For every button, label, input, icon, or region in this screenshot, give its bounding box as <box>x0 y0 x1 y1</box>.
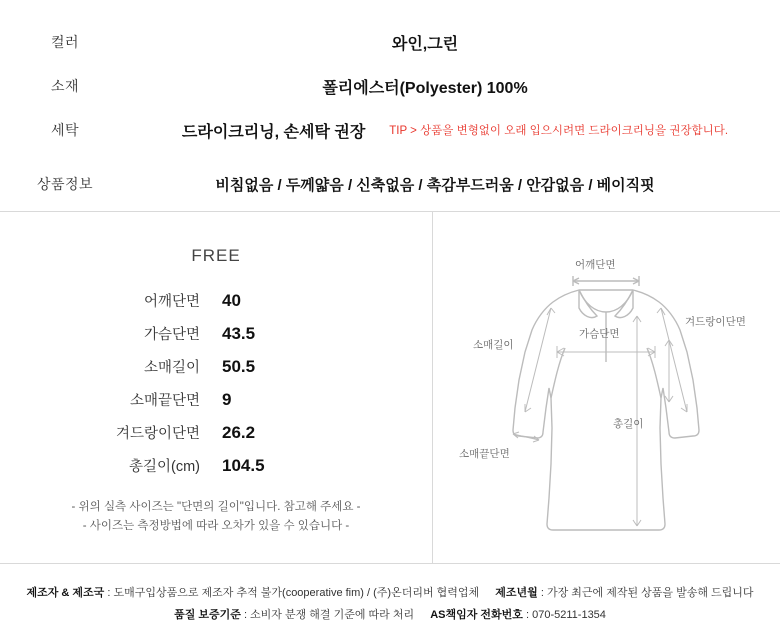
diagram-label-total-length: 총길이 <box>613 418 644 430</box>
spec-row-product-info <box>0 162 780 206</box>
size-row <box>0 416 432 449</box>
size-value: 104.5 <box>222 455 265 475</box>
spec-value-color: 와인,그린 <box>391 35 459 53</box>
size-name: 소매길이 <box>143 360 200 376</box>
diagram-label-shoulder: 어깨단면 <box>575 259 616 271</box>
size-row <box>0 317 432 350</box>
size-value: 40 <box>222 290 241 310</box>
garment-diagram <box>433 212 780 563</box>
footer <box>0 564 780 640</box>
size-note-1: - 위의 실측 사이즈는 "단면의 길이"입니다. 참고해 주세요 - <box>71 501 361 513</box>
spec-value-washing <box>130 119 780 142</box>
footer-label-quality-warranty: 품질 보증기준 <box>174 609 241 621</box>
size-row <box>0 350 432 383</box>
size-name: 겨드랑이단면 <box>115 426 200 442</box>
size-name: 가슴단면 <box>143 327 200 343</box>
size-name: 소매끝단면 <box>129 393 200 409</box>
size-notes <box>0 498 432 536</box>
size-rows <box>0 284 432 482</box>
footer-text-as-phone: : 070-5211-1354 <box>526 609 606 621</box>
size-row <box>0 284 432 317</box>
footer-line-1 <box>0 582 780 604</box>
diagram-label-sleeve-length: 소매길이 <box>473 339 514 351</box>
diagram-label-armpit: 겨드랑이단면 <box>685 316 746 328</box>
spec-label-washing: 세탁 <box>50 122 80 138</box>
spec-label-material: 소재 <box>50 78 80 94</box>
footer-text-manufacture-date: : 가장 최근에 제작된 상품을 발송해 드립니다 <box>540 587 754 599</box>
spec-label-color: 컬러 <box>50 34 80 50</box>
washing-tip-note: TIP > 상품을 변형없이 오래 입으시려면 드라이크리닝을 권장합니다. <box>389 125 729 137</box>
spec-row-color <box>0 20 780 64</box>
size-value: 9 <box>222 389 232 409</box>
size-heading: FREE <box>191 246 241 265</box>
footer-label-manufacture-date: 제조년월 <box>495 587 538 599</box>
footer-text-manufacturer: : 도매구입상품으로 제조자 추적 불가(cooperative fim) / (주)온더리버 협력업체 <box>107 587 480 599</box>
spec-label-product-info: 상품정보 <box>36 176 94 192</box>
size-value: 50.5 <box>222 356 256 376</box>
spec-row-washing <box>0 108 780 152</box>
footer-text-quality-warranty: : 소비자 분쟁 해결 기준에 따라 처리 <box>243 609 415 621</box>
diagram-label-sleeve-cuff: 소매끝단면 <box>459 448 510 460</box>
size-row <box>0 383 432 416</box>
size-row <box>0 449 432 482</box>
spec-value-material: 폴리에스터(Polyester) 100% <box>322 79 528 97</box>
footer-label-manufacturer: 제조자 & 제조국 <box>26 587 105 599</box>
size-note-2: - 사이즈는 측정방법에 따라 오차가 있을 수 있습니다 - <box>82 520 350 532</box>
size-name: 어깨단면 <box>143 294 200 310</box>
spec-row-material <box>0 64 780 108</box>
footer-label-as-phone: AS책임자 전화번호 <box>430 609 523 621</box>
footer-line-2 <box>0 604 780 626</box>
size-value: 26.2 <box>222 422 256 442</box>
size-name: 총길이(cm) <box>128 459 200 475</box>
size-value: 43.5 <box>222 323 256 343</box>
spec-table <box>0 0 780 212</box>
size-measurement-block <box>0 212 432 563</box>
spec-value-product-info: 비침없음 / 두께얇음 / 신축없음 / 촉감부드러움 / 안감없음 / 베이직핏 <box>215 176 655 194</box>
diagram-label-chest: 가슴단면 <box>579 328 620 340</box>
washing-text: 드라이크리닝, 손세탁 권장 <box>181 123 366 141</box>
